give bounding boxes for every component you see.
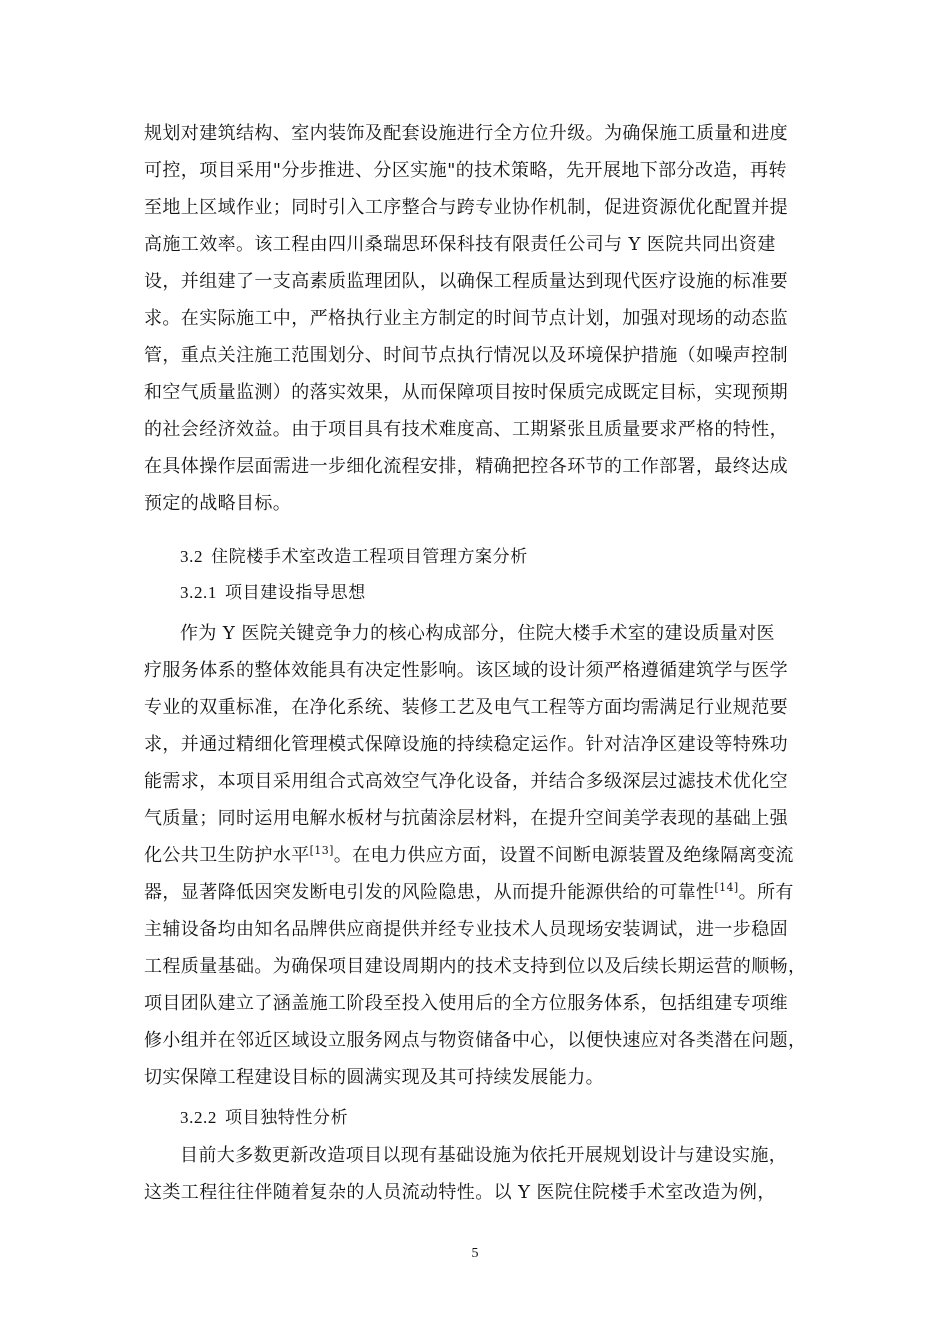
text-line: 主辅设备均由知名品牌供应商提供并经专业技术人员现场安装调试，进一步稳固	[144, 919, 788, 940]
section-title: 项目建设指导思想	[225, 583, 366, 603]
text-line: 疗服务体系的整体效能具有决定性影响。该区域的设计须严格遵循建筑学与医学	[144, 660, 788, 681]
text-line: 规划对建筑结构、室内装饰及配套设施进行全方位升级。为确保施工质量和进度	[144, 123, 788, 144]
section-title: 住院楼手术室改造工程项目管理方案分析	[211, 547, 528, 567]
text-line: 求，并通过精细化管理模式保障设施的持续稳定运作。针对洁净区建设等特殊功	[144, 734, 788, 755]
page-number: 5	[471, 1246, 479, 1261]
text-line: 设，并组建了一支高素质监理团队，以确保工程质量达到现代医疗设施的标准要	[144, 271, 788, 292]
text-line: 气质量；同时运用电解水板材与抗菌涂层材料，在提升空间美学表现的基础上强	[144, 808, 788, 829]
section-heading-3-2-1	[180, 578, 366, 608]
text-segment: 器，显著降低因突发断电引发的风险隐患，从而提升能源供给的可靠性	[144, 882, 715, 903]
text-line: 工程质量基础。为确保项目建设周期内的技术支持到位以及后续长期运营的顺畅，	[144, 956, 807, 977]
text-line: 预定的战略目标。	[144, 493, 292, 514]
text-segment: 。所有	[738, 882, 794, 903]
text-line: 的社会经济效益。由于项目具有技术难度高、工期紧张且质量要求严格的特性，	[144, 419, 788, 440]
text-line: 切实保障工程建设目标的圆满实现及其可持续发展能力。	[144, 1067, 604, 1088]
paragraph-continuation	[144, 115, 824, 522]
text-line: 作为 Y 医院关键竞争力的核心构成部分，住院大楼手术室的建设质量对医	[180, 623, 775, 644]
text-line	[144, 837, 824, 874]
text-line: 管，重点关注施工范围划分、时间节点执行情况以及环境保护措施（如噪声控制	[144, 345, 788, 366]
text-line: 目前大多数更新改造项目以现有基础设施为依托开展规划设计与建设实施，	[180, 1145, 788, 1166]
paragraph-uniqueness	[144, 1137, 824, 1211]
section-heading-3-2	[180, 542, 528, 572]
text-line: 修小组并在邻近区域设立服务网点与物资储备中心，以便快速应对各类潜在问题，	[144, 1030, 807, 1051]
text-line: 这类工程往往伴随着复杂的人员流动特性。以 Y 医院住院楼手术室改造为例，	[144, 1182, 776, 1203]
text-line: 至地上区域作业；同时引入工序整合与跨专业协作机制，促进资源优化配置并提	[144, 197, 788, 218]
text-line: 专业的双重标准，在净化系统、装修工艺及电气工程等方面均需满足行业规范要	[144, 697, 788, 718]
text-line: 和空气质量监测）的落实效果，从而保障项目按时保质完成既定目标，实现预期	[144, 382, 788, 403]
section-number: 3.2	[180, 547, 204, 566]
section-number: 3.2.1	[180, 583, 217, 602]
text-line: 项目团队建立了涵盖施工阶段至投入使用后的全方位服务体系，包括组建专项维	[144, 993, 788, 1014]
text-line: 在具体操作层面需进一步细化流程安排，精确把控各环节的工作部署，最终达成	[144, 456, 788, 477]
section-number: 3.2.2	[180, 1108, 217, 1127]
text-line: 可控，项目采用"分步推进、分区实施"的技术策略，先开展地下部分改造，再转	[144, 160, 787, 181]
citation-link[interactable]: [13]	[309, 844, 334, 857]
paragraph-guiding-ideas	[144, 615, 824, 1096]
text-segment: 。在电力供应方面，设置不间断电源装置及绝缘隔离变流	[333, 845, 794, 866]
section-title: 项目独特性分析	[225, 1108, 349, 1128]
text-line: 求。在实际施工中，严格执行业主方制定的时间节点计划，加强对现场的动态监	[144, 308, 788, 329]
text-line: 高施工效率。该工程由四川桑瑞思环保科技有限责任公司与 Y 医院共同出资建	[144, 234, 776, 255]
text-line	[144, 874, 824, 911]
citation-link[interactable]: [14]	[714, 881, 739, 894]
text-segment: 化公共卫生防护水平	[144, 845, 310, 866]
section-heading-3-2-2	[180, 1103, 348, 1133]
text-line: 能需求，本项目采用组合式高效空气净化设备，并结合多级深层过滤技术优化空	[144, 771, 788, 792]
